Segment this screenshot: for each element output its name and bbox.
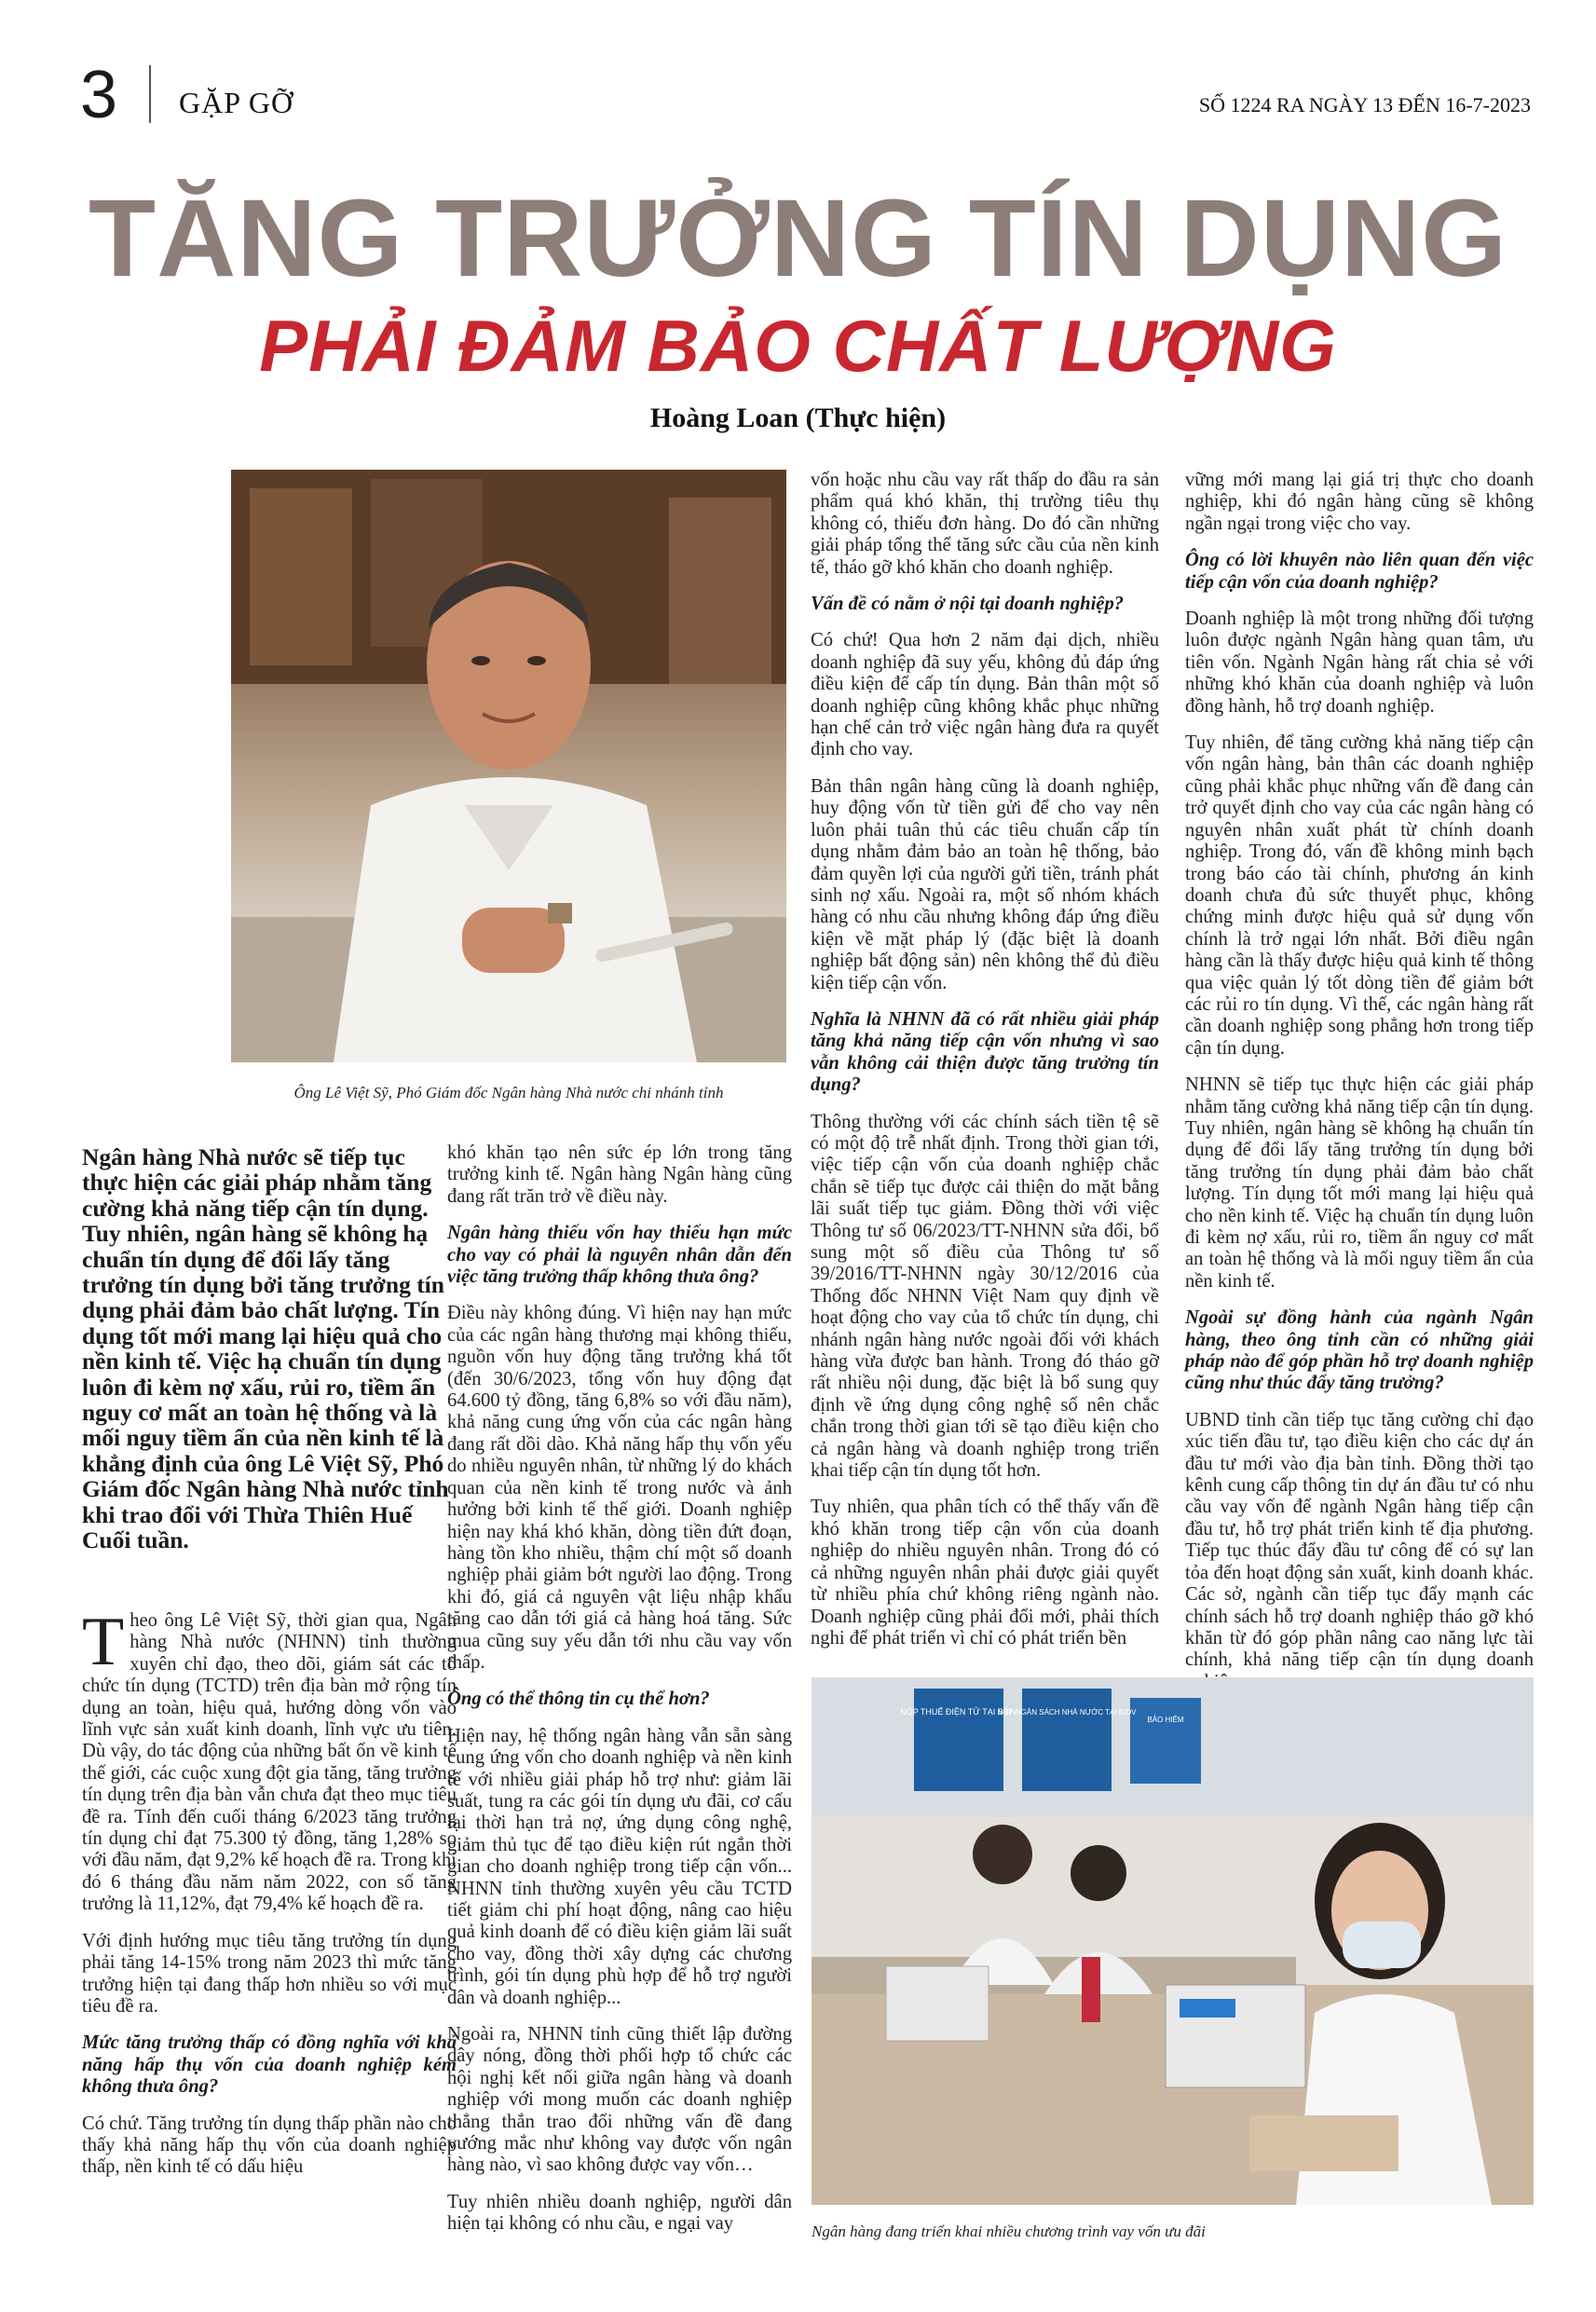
paragraph: Tuy nhiên, để tăng cường khả năng tiếp cận vốn ngân hàng, bản thân các doanh nghiệp cũng phải khắc phục những vấn đề đang cản trở quyết định cho vay của các ngân hàng có nguyên nhân xuất phát từ chính doanh nghiệp. Trong đó, vấn đề không minh bạch trong báo cáo tài chính, phương án kinh doanh chưa đủ sức thuyết phục, không chứng minh được hiệu quả sử dụng vốn chính là trở ngại lớn nhất. Bởi điều ngân hàng cần là thấy được hiệu quả kinh tế thông qua việc quản lý tốt dòng tiền để giảm bớt các rủi ro tín dụng. Vì thế, các ngân hàng rất cần doanh nghiệp song phẳng hơn trong tiếp cận tín dụng. — [1185, 732, 1534, 1059]
bank-caption: Ngân hàng đang triển khai nhiều chương trình vay vốn ưu đãi — [812, 2223, 1206, 2240]
header-divider — [149, 65, 151, 123]
article-subtitle: PHẢI ĐẢM BẢO CHẤT LƯỢNG — [259, 305, 1337, 387]
bank-sign-1: NỘP THUẾ ĐIỆN TỬ TẠI BIDV — [900, 1707, 1017, 1717]
article-lead: Ngân hàng Nhà nước sẽ tiếp tục thực hiện các giải pháp nhằm tăng cường khả năng tiếp cận tín dụng. Tuy nhiên, ngân hàng sẽ không hạ chuẩn tín dụng để đổi lấy tăng trưởng tín dụng bởi tăng trưởng tín dụng phải đảm bảo chất lượng. Tín dụng tốt mới mang lại hiệu quả cho nền kinh tế. Việc hạ chuẩn tín dụng luôn đi kèm nợ xấu, rủi ro, tiềm ẩn nguy cơ mất an toàn hệ thống và là mối nguy tiềm ẩn của nền kinh tế là khẳng định của ông Lê Việt Sỹ, Phó Giám đốc Ngân hàng Nhà nước tỉnh khi trao đổi với Thừa Thiên Huế Cuối tuần. — [82, 1143, 449, 1554]
section-name: GẶP GỠ — [179, 86, 294, 119]
column-4 — [1185, 470, 1534, 1745]
interview-question: Nghĩa là NHNN đã có rất nhiều giải pháp tăng khả năng tiếp cận vốn nhưng vì sao vẫn không cải thiện được tăng trưởng tín dụng? — [811, 1008, 1159, 1096]
portrait-caption: Ông Lê Việt Sỹ, Phó Giám đốc Ngân hàng Nhà nước chi nhánh tỉnh — [293, 1084, 724, 1101]
paragraph: Thông thường với các chính sách tiền tệ sẽ có một độ trễ nhất định. Trong thời gian tới, việc tiếp cận vốn của doanh nghiệp chắc chắn sẽ tiếp tục được cải thiện do mặt bằng lãi suất tiếp tục giảm. Đồng thời với việc Thông tư số 06/2023/TT-NHNN sửa đổi, bổ sung một số điều của Thông tư số 39/2016/TT-NHNN ngày 30/12/2016 của Thống đốc NHNN Việt Nam quy định về hoạt động cho vay của tổ chức tín dụng, chi nhánh ngân hàng nước ngoài đối với khách hàng vừa được ban hành. Trong đó tháo gỡ rất nhiều nội dung, đặc biệt là bổ sung quy định về ứng dụng công nghệ số nên chắc chắn trong thời gian tới sẽ tạo điều kiện cho cả ngân hàng và doanh nghiệp trong triển khai tiếp cận tín dụng tốt hơn. — [811, 1111, 1159, 1482]
bank-sign-2: NỘP NGÂN SÁCH NHÀ NƯỚC TẠI BIDV — [997, 1708, 1137, 1717]
article-title: TĂNG TRƯỞNG TÍN DỤNG — [88, 177, 1507, 300]
interview-question: Ông có thể thông tin cụ thể hơn? — [447, 1689, 710, 1710]
interview-question: Ông có lời khuyên nào liên quan đến việc tiếp cận vốn của doanh nghiệp? — [1185, 550, 1534, 593]
interview-question: Ngân hàng thiếu vốn hay thiếu hạn mức cho vay có phải là nguyên nhân dẫn đến việc tăng trưởng thấp không thưa ông? — [447, 1223, 792, 1288]
bank-illustration — [812, 1677, 1534, 2205]
paragraph: Hiện nay, hệ thống ngân hàng vẫn sẵn sàng cung ứng vốn cho doanh nghiệp và nền kinh tế với nhiều giải pháp hỗ trợ như: giảm lãi suất, tung ra các gói tín dụng ưu đãi, cơ cấu lại thời hạn trả nợ, ứng dụng công nghệ, giảm thủ tục để tạo điều kiện rút ngắn thời gian cho doanh nghiệp trong tiếp cận vốn... NHNN tỉnh thường xuyên yêu cầu TCTD tiết giảm chi phí hoạt động, nâng cao hiệu quả kinh doanh để có điều kiện giảm lãi suất cho vay, đồng thời xây dựng các chương trình, gói tín dụng phù hợp để hỗ trợ người dân và doanh nghiệp... — [447, 1725, 792, 2008]
issue-info: SỐ 1224 RA NGÀY 13 ĐẾN 16-7-2023 — [1198, 93, 1531, 116]
paragraph: Với định hướng mục tiêu tăng trưởng tín dụng phải tăng 14-15% trong năm 2023 thì mức tăng trưởng hiện tại đang thấp hơn nhiều so với mục tiêu đề ra. — [82, 1930, 457, 2017]
column-3 — [811, 470, 1159, 1664]
interview-question: Ngoài sự đồng hành của ngành Ngân hàng, theo ông tỉnh cần có những giải pháp nào để góp phần hỗ trợ doanh nghiệp cũng như thúc đẩy tăng trưởng? — [1185, 1307, 1534, 1394]
paragraph: Bản thân ngân hàng cũng là doanh nghiệp, huy động vốn từ tiền gửi để cho vay nên luôn phải tuân thủ các tiêu chuẩn cấp tín dụng nhằm đảm bảo an toàn hệ thống, bảo đảm quyền lợi của người gửi tiền, tránh phát sinh nợ xấu. Ngoài ra, một số nhóm khách hàng có nhu cầu nhưng không đáp ứng điều kiện về mặt pháp lý (đặc biệt là doanh nghiệp bất động sản) nên không thể đủ điều kiện tiếp cận vốn. — [811, 775, 1159, 993]
column-1 — [82, 1604, 457, 2194]
bank-sign-3: BẢO HIỂM — [1147, 1716, 1184, 1724]
paragraph: vững mới mang lại giá trị thực cho doanh nghiệp, khi đó ngân hàng cũng sẽ không ngần ngại trong việc cho vay. — [1185, 470, 1534, 534]
paragraph: UBND tỉnh cần tiếp tục tăng cường chỉ đạo xúc tiến đầu tư, tạo điều kiện cho các dự án đầu tư mới vào địa bàn tỉnh. Đồng thời tạo kênh cung cấp thông tin dự án đầu tư có nhu cầu vay vốn để ngành Ngân hàng tiếp cận đầu tư, hỗ trợ phát triển kinh tế địa phương. Tiếp tục thúc đẩy đầu tư công để có sự lan tỏa đến hoạt động sản xuất, kinh doanh khác. Các sở, ngành cần tiếp tục đẩy mạnh các chính sách hỗ trợ doanh nghiệp tháo gỡ khó khăn từ đó góp phần nâng cao năng lực tài chính, khả năng tiếp cận tín dụng doanh — [1185, 1409, 1534, 1671]
paragraph: Có chứ. Tăng trưởng tín dụng thấp phần nào cho thấy khả năng hấp thụ vốn của doanh nghiệp thấp, nền kinh tế có dấu hiệu — [82, 2113, 457, 2178]
paragraph: Tuy nhiên nhiều doanh nghiệp, người dân hiện tại không có nhu cầu, e ngại vay — [447, 2191, 792, 2235]
paragraph: khó khăn tạo nên sức ép lớn trong tăng trưởng kinh tế. Ngân hàng Ngân hàng cũng đang rất trăn trở về điều này. — [447, 1142, 792, 1207]
paragraph: vốn hoặc nhu cầu vay rất thấp do đầu ra sản phẩm quá khó khăn, thị trường tiêu thụ không có, thiếu đơn hàng. Do đó cần những giải pháp tổng thể tăng sức cầu của nền kinh tế, tháo gỡ khó khăn cho doanh nghiệp. — [811, 470, 1159, 578]
paragraph — [82, 1604, 457, 1916]
portrait-photo — [231, 470, 786, 1062]
paragraph: Ngoài ra, NHNN tỉnh cũng thiết lập đường dây nóng, đồng thời phối hợp tổ chức các hội nghị kết nối giữa ngân hàng và doanh nghiệp với mong muốn các doanh nghiệp thẳng thắn trao đổi những vấn đề đang vướng mắc như không vay được vốn ngân hàng nào, vì sao không được vay vốn… — [447, 2024, 792, 2176]
page-number: 3 — [80, 58, 118, 132]
paragraph: Có chứ! Qua hơn 2 năm đại dịch, nhiều doanh nghiệp đã suy yếu, không đủ đáp ứng điều kiện để cấp tín dụng. Bản thân một số doanh nghiệp cũng không khắc phục những hạn chế cản trở việc ngân hàng đưa ra quyết định cho vay. — [811, 630, 1159, 760]
column-2 — [447, 1142, 792, 2250]
paragraph-text: heo ông Lê Việt Sỹ, thời gian qua, Ngân hàng Nhà nước (NHNN) tỉnh thường xuyên chỉ đạo, theo dõi, giám sát các tổ chức tín dụng (TCTD) trên địa bàn mở rộng tín dụng an toàn, hiệu quả, hướng dòng vốn vào lĩnh vực sản xuất kinh doanh, lĩnh vực ưu tiên. Dù vậy, do tác động của những bất ổn về kinh tế thế giới, các cuộc xung đột gia tăng, tăng trưởng tín dụng trên địa bàn vẫn chưa đạt theo mục tiêu đề ra. Tính đến cuối tháng 6/2023 tăng trưởng tín dụng chỉ đạt 75.300 tỷ đồng, tăng 1,28% so với đầu năm, đạt 9,2% kế hoạch đề ra. Trong khi đó 6 tháng đầu năm năm 2022, con số tăng trưởng là 11,12%, đạt 79,4% kế hoạch đề ra. — [82, 1610, 457, 1915]
interview-question: Vấn đề có nằm ở nội tại doanh nghiệp? — [811, 594, 1125, 615]
portrait-illustration — [231, 470, 786, 1062]
article-byline: Hoàng Loan (Thực hiện) — [649, 403, 947, 433]
paragraph: Điều này không đúng. Vì hiện nay hạn mức của các ngân hàng thương mại không thiếu, nguồn vốn huy động tăng trưởng khá tốt (đến 30/6/2023, tổng vốn huy động đạt 64.600 tỷ đồng, tăng 6,8% so với đầu năm), khả năng cung ứng vốn của các ngân hàng đang rất dồi dào. Khả năng hấp thụ vốn yếu do nhiều nguyên nhân, từ những lý do khách quan của nền kinh tế trong nước và ảnh hưởng bởi kinh tế thế giới. Doanh nghiệp hiện nay khá khó khăn, dòng tiền đứt đoạn, hàng tồn kho nhiều, thậm chí một số doanh nghiệp phải giảm bớt người lao động. Trong khi đó, giá cả nguyên vật liệu nhập khẩu tăng cao dẫn tới giá cả hàng hoá tăng. Sức mua cũng suy yếu dẫn tới nhu cầu vay vốn thấp. — [447, 1303, 792, 1673]
interview-question: Mức tăng trưởng thấp có đồng nghĩa với khả năng hấp thụ vốn của doanh nghiệp kém không thưa ông? — [82, 2032, 457, 2098]
drop-cap: T — [82, 1604, 125, 1680]
paragraph: Tuy nhiên, qua phân tích có thể thấy vấn đề khó khăn trong tiếp cận vốn của doanh nghiệp do nhiều nguyên nhân. Trong đó có cả những nguyên nhân phải được giải quyết từ nhiều phía chứ không riêng ngành nào. Doanh nghiệp cũng phải đổi mới, phải thích nghi để phát triển vì chỉ có phát triển bền — [811, 1497, 1159, 1648]
bank-photo — [812, 1677, 1534, 2205]
paragraph: Doanh nghiệp là một trong những đối tượng luôn được ngành Ngân hàng quan tâm, ưu tiên vốn. Ngành Ngân hàng rất chia sẻ với những khó khăn của doanh nghiệp và luôn đồng hành, hỗ trợ doanh nghiệp. — [1185, 609, 1534, 717]
paragraph: NHNN sẽ tiếp tục thực hiện các giải pháp nhằm tăng cường khả năng tiếp cận tín dụng. Tuy nhiên, ngân hàng sẽ không hạ chuẩn tín dụng để đổi lấy tăng trưởng tín dụng bởi tăng trưởng tín dụng phải đảm bảo chất lượng. Tín dụng tốt mới mang lại hiệu quả cho nền kinh tế. Việc hạ chuẩn tín dụng luôn đi kèm nợ xấu, rủi ro, tiềm ẩn nguy cơ mất an toàn hệ thống và là mối nguy tiềm ẩn của nền kinh tế. — [1185, 1074, 1534, 1292]
